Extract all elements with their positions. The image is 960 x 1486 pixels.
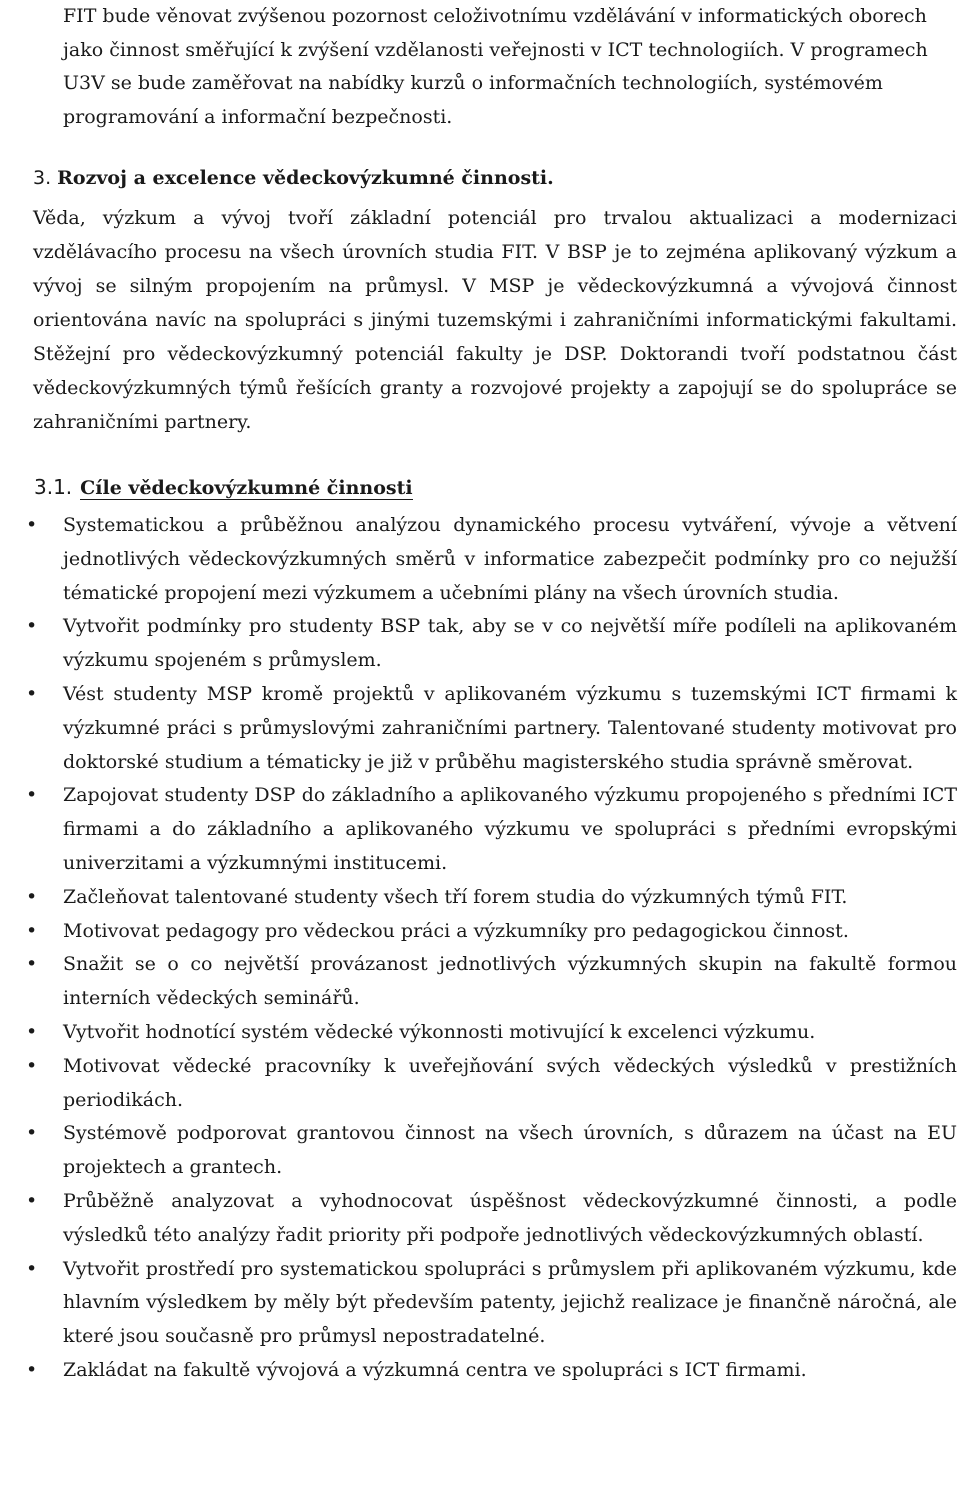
- section-3-1-heading: [34, 475, 413, 499]
- section-3-paragraph: Věda, výzkum a vývoj tvoří základní potenciál pro trvalou aktualizaci a modernizaci vzdělávacího procesu na všech úrovních studia FIT. V BSP je to zejména aplikovaný výzkum a vývoj se silným propojením na průmysl. V MSP je vědeckovýzkumná a vývojová činnost orientována navíc na spolupráci s jinými tuzemskými i zahraničními informatickými fakultami. Stěžejní pro vědeckovýzkumný potenciál fakulty je DSP. Doktorandi tvoří podstatnou část vědeckovýzkumných týmů řešících granty a rozvojové projekty a zapojují se do spolupráce se zahraničními partnery.: [33, 207, 957, 433]
- bullet-item: [0, 1050, 957, 1118]
- bullet-item: [0, 779, 957, 880]
- bullet-item: [0, 1185, 957, 1253]
- section-3-1-title: Cíle vědeckovýzkumné činnosti: [80, 477, 413, 499]
- bullet-text: Průběžně analyzovat a vyhodnocovat úspěšnost vědeckovýzkumné činnosti, a podle výsledků této analýzy řadit priority při podpoře jednotlivých vědeckovýzkumných oblastí.: [63, 1189, 957, 1246]
- section-3-number: 3.: [33, 167, 52, 189]
- bullet-text: Vytvořit prostředí pro systematickou spolupráci s průmyslem při aplikovaném výzkumu, kde hlavním výsledkem by měly být především patenty, jejichž realizace je finančně náročná, ale které jsou současně pro průmysl nepostradatelné.: [63, 1257, 957, 1348]
- bullet-item: [0, 1016, 957, 1050]
- bullet-icon: •: [26, 1257, 38, 1280]
- section-3-heading: [33, 167, 554, 189]
- bullet-icon: •: [26, 1054, 38, 1077]
- bullet-icon: •: [26, 919, 38, 942]
- bullet-text: Vést studenty MSP kromě projektů v aplikovaném výzkumu s tuzemskými ICT firmami k výzkumné práci s průmyslovými zahraničními partnery. Talentované studenty motivovat pro doktorské studium a tématicky je již v průběhu magisterského studia správně směrovat.: [63, 682, 957, 773]
- bullet-icon: •: [26, 514, 38, 536]
- bullet-item: [0, 1117, 957, 1185]
- bullet-text: Začleňovat talentované studenty všech tří forem studia do výzkumných týmů FIT.: [63, 885, 848, 908]
- bullet-item: [0, 1354, 957, 1388]
- bullet-icon: •: [26, 615, 38, 638]
- bullet-text: Systémově podporovat grantovou činnost na všech úrovních, s důrazem na účast na EU projektech a grantech.: [63, 1122, 957, 1179]
- bullet-text: Zakládat na fakultě vývojová a výzkumná centra ve spolupráci s ICT firmami.: [63, 1358, 807, 1381]
- bullet-text: Systematickou a průběžnou analýzou dynamického procesu vytváření, vývoje a větvení jednotlivých vědeckovýzkumných směrů v informatice zabezpečit podmínky pro co nejužší tématické propojení mezi výzkumem a učebními plány na všech úrovních studia.: [63, 514, 957, 604]
- bullet-icon: •: [26, 682, 38, 705]
- bullet-icon: •: [26, 953, 38, 976]
- bullet-text: Vytvořit podmínky pro studenty BSP tak, aby se v co největší míře podíleli na aplikovaném výzkumu spojeném s průmyslem.: [63, 615, 957, 672]
- section-3-1-number: 3.1.: [34, 475, 73, 499]
- bullet-text: Vytvořit hodnotící systém vědecké výkonnosti motivující k excelenci výzkumu.: [63, 1020, 816, 1043]
- bullet-icon: •: [26, 885, 38, 908]
- bullet-icon: •: [26, 1020, 38, 1043]
- bullet-text: Motivovat vědecké pracovníky k uveřejňování svých vědeckých výsledků v prestižních periodikách.: [63, 1054, 957, 1111]
- bullet-item: [0, 509, 957, 610]
- bullet-item: [0, 948, 957, 1016]
- intro-paragraph: FIT bude věnovat zvýšenou pozornost celoživotnímu vzdělávání v informatických oborech jako činnost směřující k zvýšení vzdělanosti veřejnosti v ICT technologiích. V programech U3V se bude zaměřovat na nabídky kurzů o informačních technologiích, systémovém programování a informační bezpečnosti.: [63, 5, 928, 128]
- bullet-item: [0, 1253, 957, 1354]
- bullet-text: Snažit se o co největší provázanost jednotlivých výzkumných skupin na fakultě formou interních vědeckých seminářů.: [63, 953, 957, 1010]
- bullet-icon: •: [26, 784, 38, 807]
- goals-bullet-list: [0, 509, 960, 1388]
- bullet-icon: •: [26, 1189, 38, 1212]
- bullet-item: [0, 915, 957, 949]
- bullet-item: [0, 610, 957, 678]
- section-3-title: Rozvoj a excelence vědeckovýzkumné činnosti.: [57, 167, 554, 189]
- bullet-icon: •: [26, 1122, 38, 1145]
- bullet-icon: •: [26, 1358, 38, 1381]
- bullet-text: Zapojovat studenty DSP do základního a aplikovaného výzkumu propojeného s předními ICT firmami a do základního a aplikovaného výzkumu ve spolupráci s předními evropskými univerzitami a výzkumnými institucemi.: [63, 784, 957, 874]
- bullet-item: [0, 881, 957, 915]
- bullet-item: [0, 678, 957, 779]
- bullet-text: Motivovat pedagogy pro vědeckou práci a výzkumníky pro pedagogickou činnost.: [63, 919, 849, 942]
